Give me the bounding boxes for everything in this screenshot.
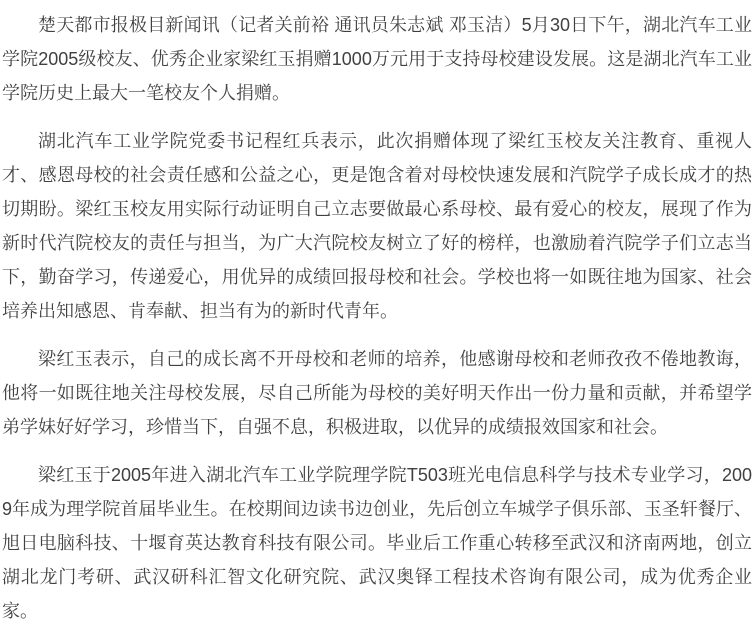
- article-paragraph: 梁红玉于2005年进入湖北汽车工业学院理学院T503班光电信息科学与技术专业学习，2009年成为理学院首届毕业生。在校期间边读书边创业，先后创立车城学子俱乐部、玉圣轩餐厅、旭日电脑科技、十堰育英达教育科技有限公司。毕业后工作重心转移至武汉和济南两地，创立湖北龙门考研、武汉研科汇智文化研究院、武汉奥铎工程技术咨询有限公司，成为优秀企业家。: [2, 465, 752, 621]
- article-paragraph: 楚天都市报极目新闻讯（记者关前裕 通讯员朱志斌 邓玉洁）5月30日下午，湖北汽车工业学院2005级校友、优秀企业家梁红玉捐赠1000万元用于支持母校建设发展。这是湖北汽车工业学院历史上最大一笔校友个人捐赠。: [2, 15, 752, 103]
- article-paragraph: 梁红玉表示，自己的成长离不开母校和老师的培养，他感谢母校和老师孜孜不倦地教诲，他将一如既往地关注母校发展，尽自己所能为母校的美好明天作出一份力量和贡献，并希望学弟学妹好好学习，珍惜当下，自强不息，积极进取，以优异的成绩报效国家和社会。: [2, 349, 752, 437]
- article-paragraph: 湖北汽车工业学院党委书记程红兵表示，此次捐赠体现了梁红玉校友关注教育、重视人才、感恩母校的社会责任感和公益之心，更是饱含着对母校快速发展和汽院学子成长成才的热切期盼。梁红玉校友用实际行动证明自己立志要做最心系母校、最有爱心的校友，展现了作为新时代汽院校友的责任与担当，为广大汽院校友树立了好的榜样，也激励着汽院学子们立志当下，勤奋学习，传递爱心，用优异的成绩回报母校和社会。学校也将一如既往地为国家、社会培养出知感恩、肯奉献、担当有为的新时代青年。: [2, 131, 752, 321]
